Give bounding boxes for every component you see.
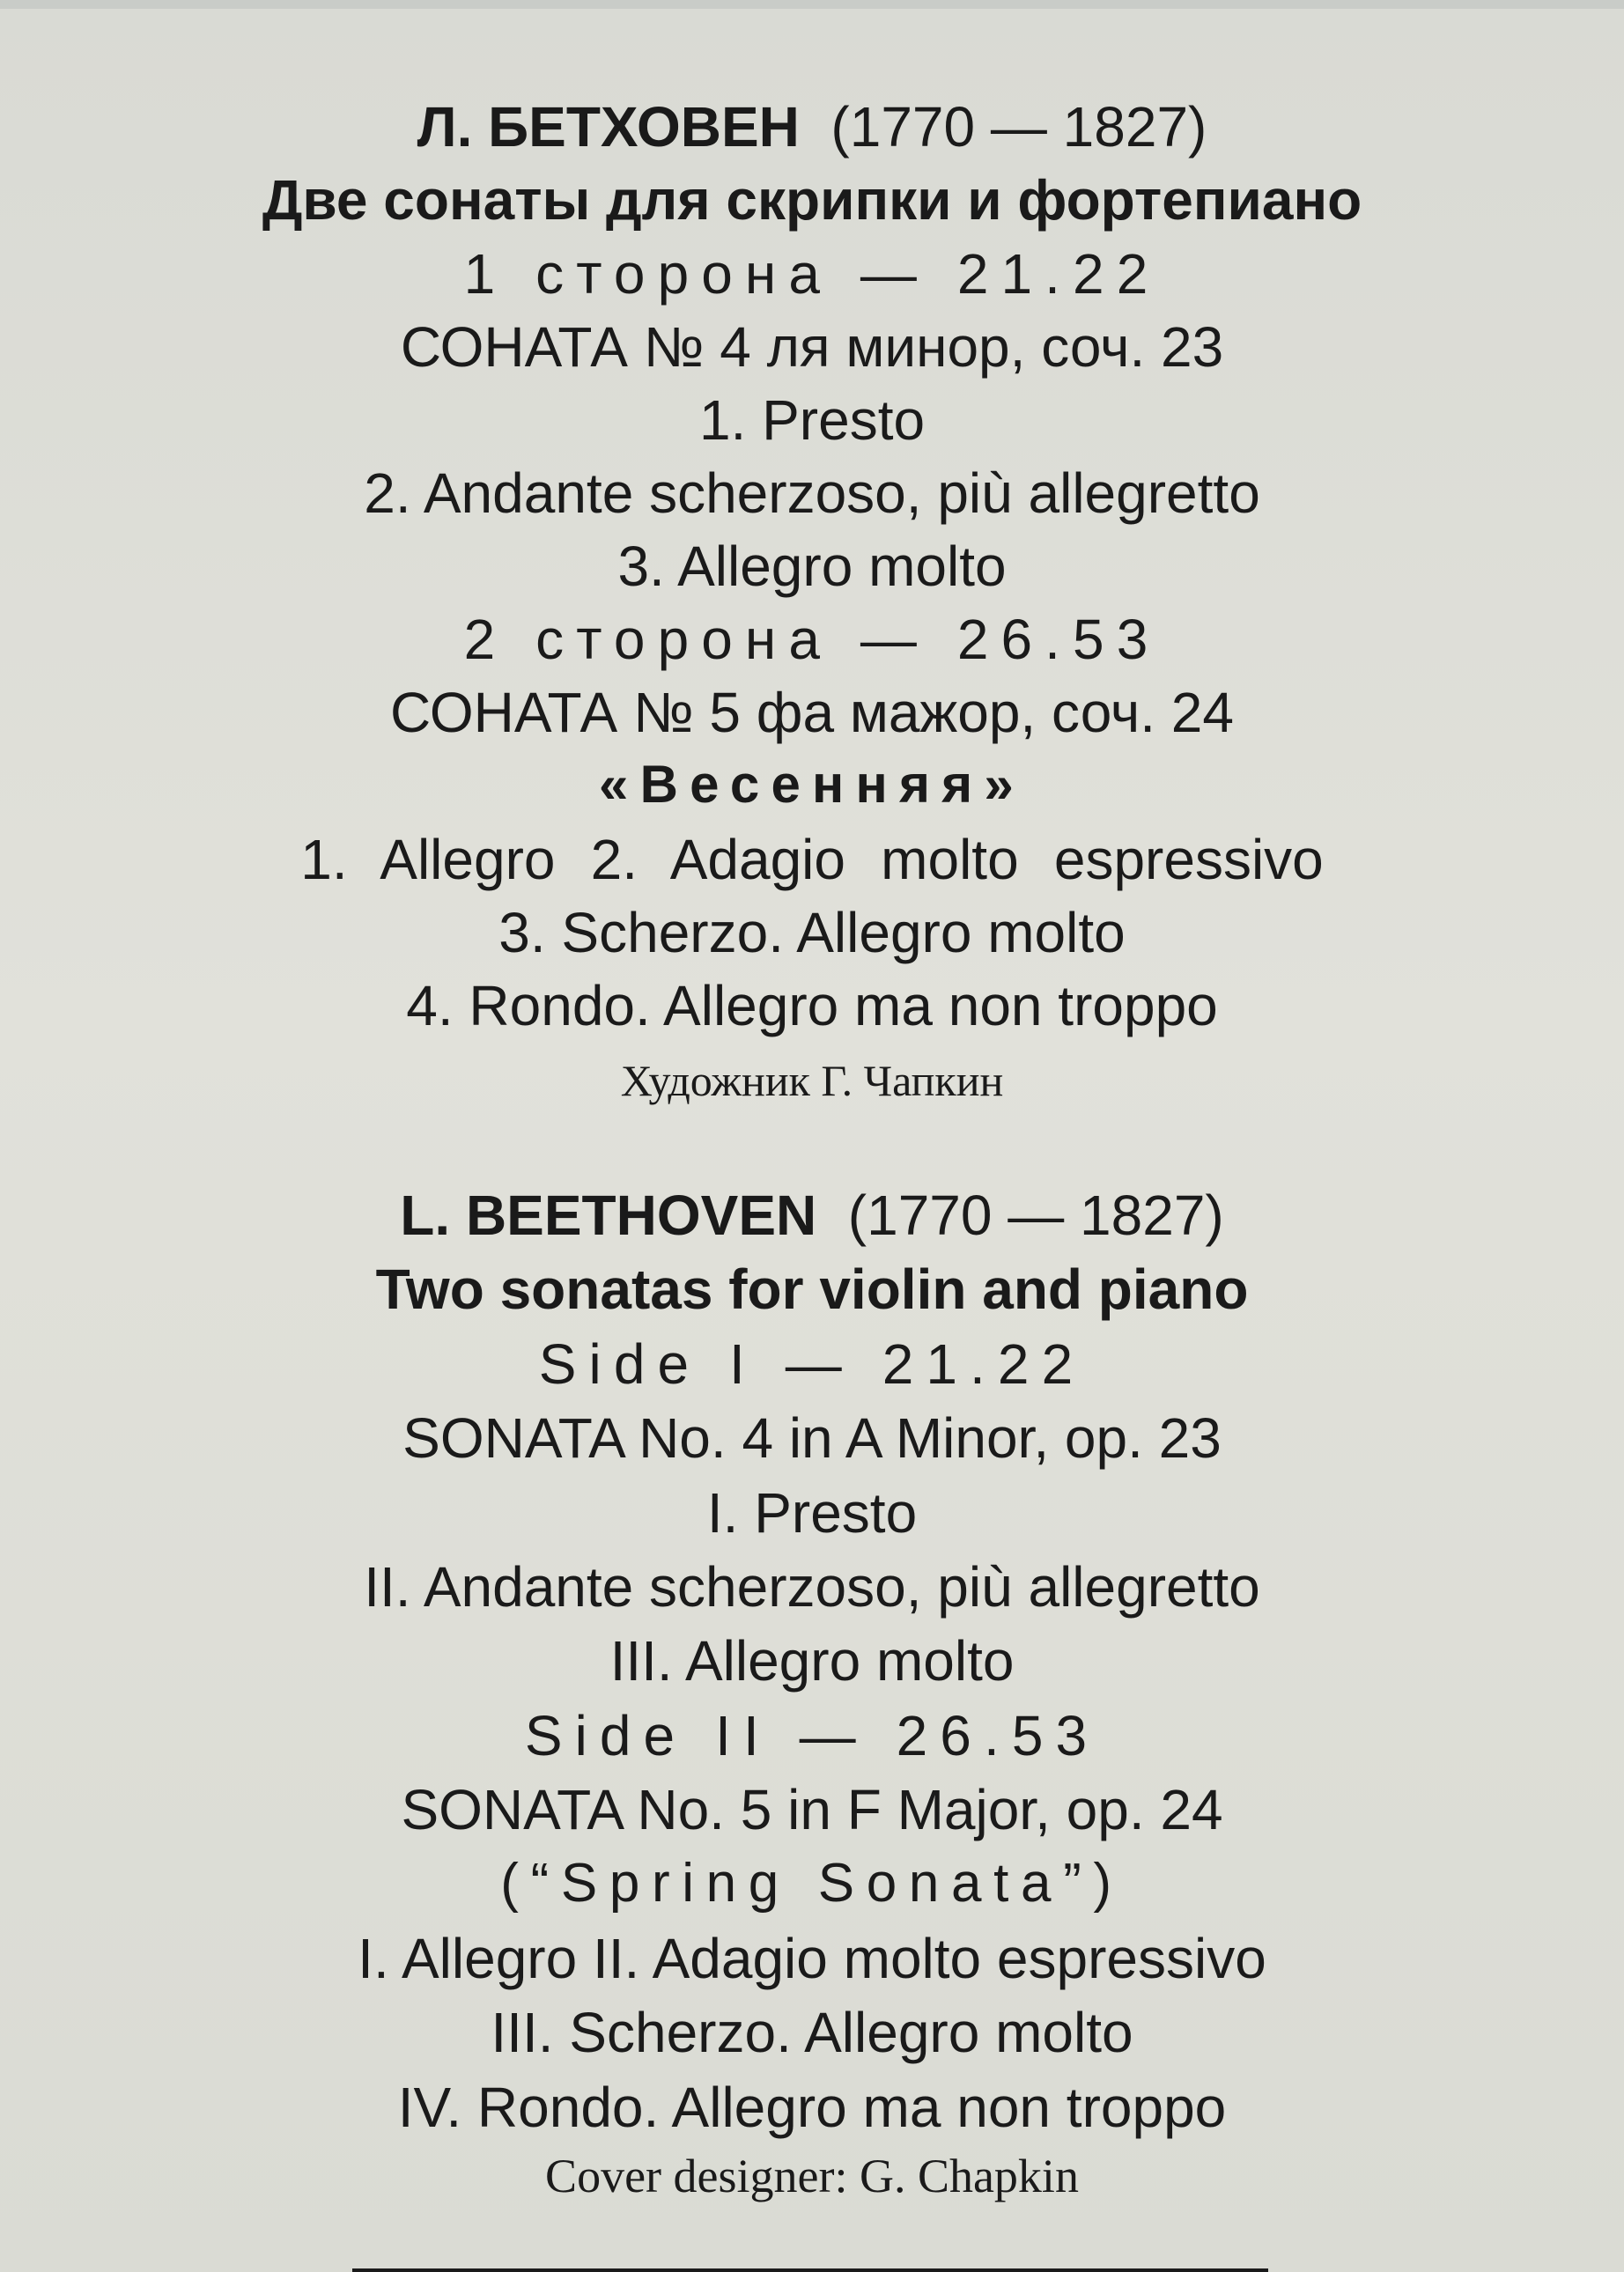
ru-sonata5-title: СОНАТА № 5 фа мажор, соч. 24 — [390, 681, 1234, 744]
en-s5-movements-1-2: I. Allegro II. Adagio molto espressivo — [358, 1927, 1266, 1990]
top-edge — [0, 0, 1624, 9]
bottom-rule — [352, 2268, 1268, 2272]
ru-s4-movement-2: 2. Andante scherzoso, più allegretto — [364, 461, 1260, 525]
ru-sonata5-nickname: «Весенняя» — [599, 755, 1025, 814]
en-side1: Side I — 21.22 — [538, 1332, 1086, 1396]
ru-sonata4-title: СОНАТА № 4 ля минор, соч. 23 — [400, 315, 1224, 379]
ru-composer: Л. БЕТХОВЕН — [417, 95, 800, 159]
en-s4-movement-2: II. Andante scherzoso, più allegretto — [364, 1555, 1260, 1619]
en-s4-movement-3: III. Allegro molto — [609, 1629, 1015, 1693]
ru-s4-movement-1: 1. Presto — [698, 388, 926, 452]
en-composer: L. BEETHOVEN — [400, 1184, 817, 1247]
ru-s5-movement-4: 4. Rondo. Allegro ma non troppo — [406, 974, 1218, 1037]
ru-composer-line — [0, 95, 1624, 159]
en-side2: Side II — 26.53 — [524, 1704, 1100, 1767]
en-s5-movement-4: IV. Rondo. Allegro ma non troppo — [397, 2076, 1227, 2139]
en-s4-movement-1: I. Presto — [706, 1481, 918, 1545]
ru-subtitle: Две сонаты для скрипки и фортепиано — [262, 168, 1362, 232]
ru-dates: (1770 — 1827) — [830, 95, 1207, 159]
ru-side1: 1 сторона — 21.22 — [463, 242, 1161, 306]
en-subtitle: Two sonatas for violin and piano — [375, 1258, 1249, 1321]
en-s5-movement-3: III. Scherzo. Allegro molto — [491, 2001, 1133, 2064]
en-composer-line — [0, 1184, 1624, 1247]
en-designer-credit: Cover designer: G. Chapkin — [545, 2150, 1079, 2202]
en-sonata5-nickname: (“Spring Sonata”) — [500, 1853, 1124, 1914]
ru-s5-movement-3: 3. Scherzo. Allegro molto — [498, 901, 1126, 964]
ru-designer-credit: Художник Г. Чапкин — [620, 1056, 1004, 1105]
en-dates: (1770 — 1827) — [847, 1184, 1224, 1247]
en-sonata5-title: SONATA No. 5 in F Major, op. 24 — [401, 1778, 1223, 1841]
ru-side2: 2 сторона — 26.53 — [463, 608, 1161, 671]
ru-s4-movement-3: 3. Allegro molto — [617, 535, 1007, 598]
en-sonata4-title: SONATA No. 4 in A Minor, op. 23 — [402, 1406, 1222, 1470]
ru-s5-movements-1-2: 1. Allegro 2. Adagio molto espressivo — [300, 828, 1324, 891]
